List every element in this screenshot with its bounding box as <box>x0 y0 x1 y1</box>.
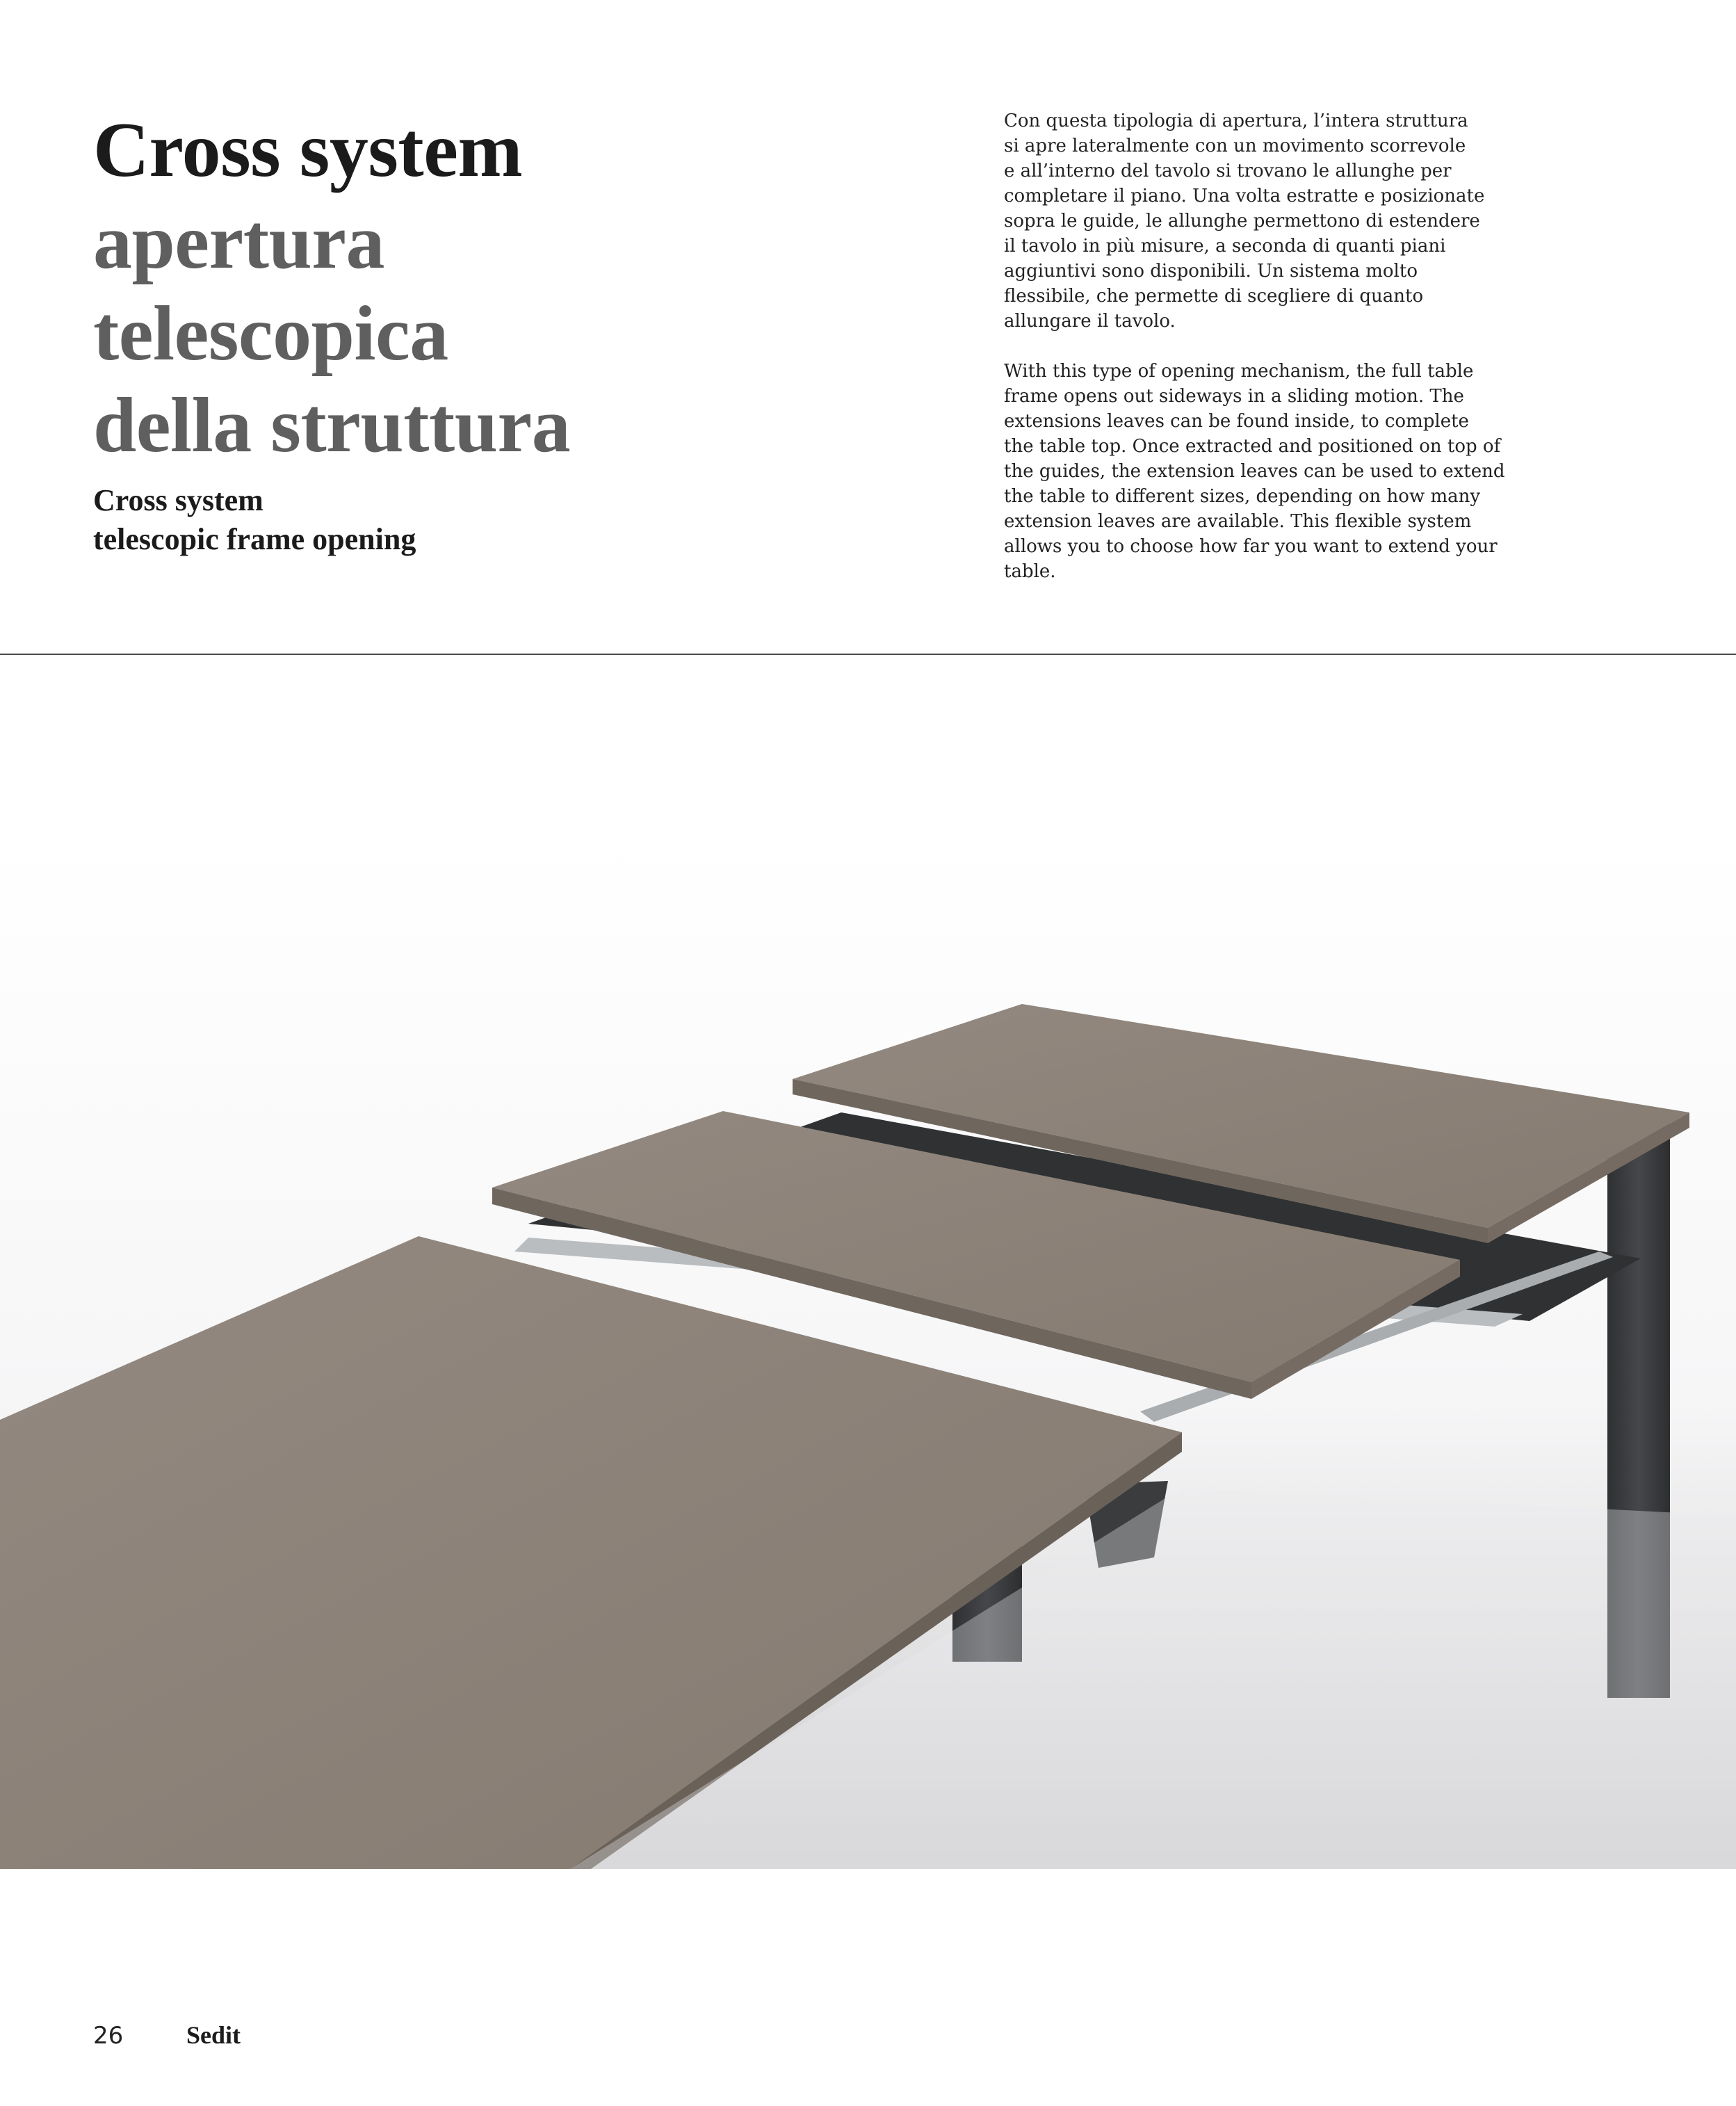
body-it-line: sopra le guide, le allunghe permettono di estendere <box>1004 211 1480 232</box>
body-it-line: aggiuntivi sono disponibili. Un sistema molto <box>1004 261 1418 282</box>
body-it-line: e all’interno del tavolo si trovano le allunghe per <box>1004 161 1452 181</box>
body-english <box>1004 359 1630 584</box>
body-it-line: Con questa tipologia di apertura, l’intera struttura <box>1004 111 1468 131</box>
table-photo <box>0 834 1736 1869</box>
page-number: 26 <box>93 2022 124 2050</box>
body-it-line: flessibile, che permette di scegliere di quanto <box>1004 286 1424 307</box>
title-block <box>93 104 927 471</box>
body-en-line: With this type of opening mechanism, the full table <box>1004 361 1474 382</box>
title-sub-line-3: della struttura <box>93 382 571 469</box>
body-it-line: allungare il tavolo. <box>1004 311 1176 332</box>
body-en-line: the table top. Once extracted and positioned on top of <box>1004 436 1501 457</box>
body-it-line: completare il piano. Una volta estratte e posizionate <box>1004 186 1485 206</box>
brand-name: Sedit <box>186 2021 241 2049</box>
title-sub-line-1: apertura <box>93 199 385 285</box>
body-it-line: si apre lateralmente con un movimento scorrevole <box>1004 136 1466 156</box>
subtitle-english <box>93 481 719 559</box>
body-italian <box>1004 108 1630 334</box>
title-main: Cross system <box>93 107 523 193</box>
body-en-line: extensions leaves can be found inside, to complete <box>1004 411 1469 432</box>
body-en-line: table. <box>1004 561 1056 582</box>
title-sub-line-2: telescopica <box>93 291 448 377</box>
body-en-line: extension leaves are available. This flexible system <box>1004 511 1472 532</box>
subtitle-line-2: telescopic frame opening <box>93 522 416 556</box>
body-it-line: il tavolo in più misure, a seconda di quanti piani <box>1004 236 1446 257</box>
body-en-line: frame opens out sideways in a sliding motion. The <box>1004 386 1464 407</box>
body-en-line: the table to different sizes, depending on how many <box>1004 486 1481 507</box>
body-en-line: allows you to choose how far you want to extend your <box>1004 536 1498 557</box>
horizontal-divider <box>0 654 1736 655</box>
subtitle-line-1: Cross system <box>93 483 263 517</box>
body-en-line: the guides, the extension leaves can be used to extend <box>1004 461 1505 482</box>
